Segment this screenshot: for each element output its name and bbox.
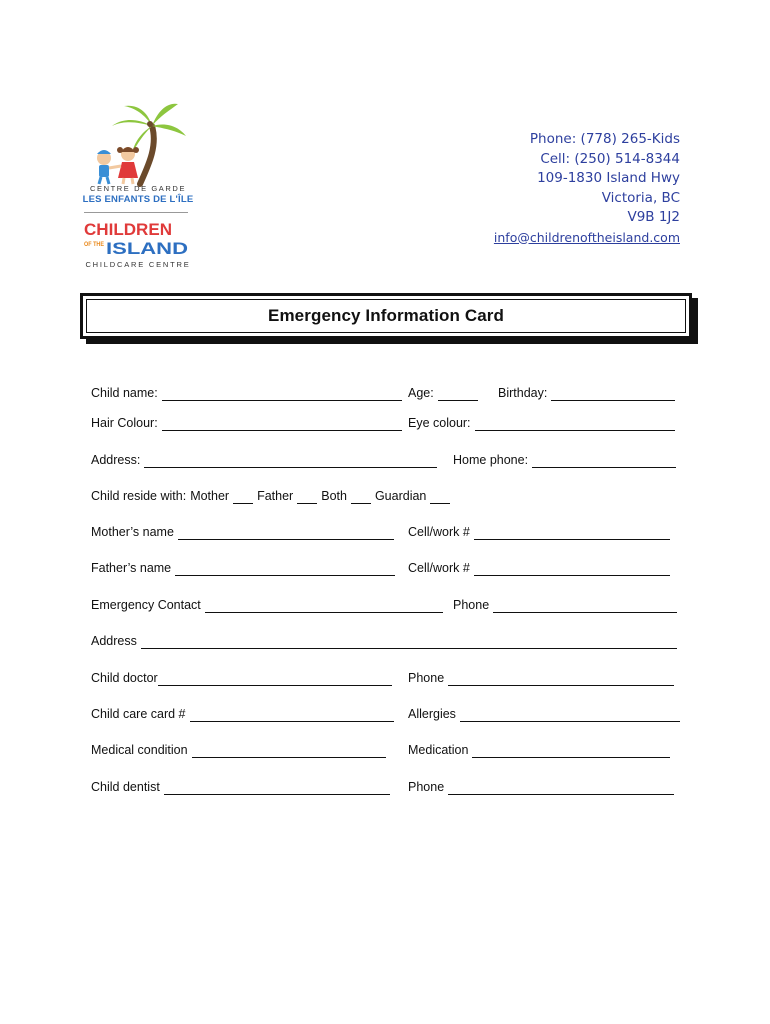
mother-option-label: Mother <box>190 489 230 503</box>
father-cell-field[interactable] <box>474 562 670 576</box>
contact-phone: Phone: (778) 265-Kids <box>529 131 680 147</box>
child-doctor-field[interactable] <box>158 672 392 686</box>
form-row-reside <box>91 488 683 512</box>
form-row-father <box>91 560 683 584</box>
child-care-card-label: Child care card # <box>91 707 186 721</box>
father-option-field[interactable] <box>297 490 317 504</box>
emergency-phone-field[interactable] <box>493 599 677 613</box>
emergency-contact-field[interactable] <box>205 599 443 613</box>
contact-address: 109-1830 Island Hwy <box>537 170 680 186</box>
contact-postal: V9B 1J2 <box>627 209 680 225</box>
father-cell-label: Cell/work # <box>408 561 470 575</box>
hair-colour-label: Hair Colour: <box>91 416 158 430</box>
mother-cell-field[interactable] <box>474 526 670 540</box>
guardian-option-label: Guardian <box>374 489 427 503</box>
medication-label: Medication <box>408 743 469 757</box>
dentist-phone-label: Phone <box>408 780 445 794</box>
fathers-name-label: Father’s name <box>91 561 172 575</box>
child-name-field[interactable] <box>162 387 402 401</box>
address2-field[interactable] <box>141 635 677 649</box>
child-care-card-field[interactable] <box>190 708 394 722</box>
address-label: Address: <box>91 453 141 467</box>
logo-les-enfants: LES ENFANTS DE L'ÎLE <box>82 194 194 205</box>
home-phone-label: Home phone: <box>453 453 529 467</box>
fathers-name-field[interactable] <box>175 562 395 576</box>
form-row-dentist <box>91 779 683 803</box>
eye-colour-field[interactable] <box>475 417 675 431</box>
contact-city: Victoria, BC <box>601 189 680 206</box>
form-row-mother <box>91 524 683 548</box>
form-row-care-card <box>91 706 683 730</box>
father-option-label: Father <box>257 489 294 503</box>
medication-field[interactable] <box>472 744 670 758</box>
page-title: Emergency Information Card <box>268 306 504 325</box>
mother-option-field[interactable] <box>233 490 253 504</box>
child-dentist-field[interactable] <box>164 781 390 795</box>
form-row-address <box>91 452 683 476</box>
form-row-colour <box>91 415 683 439</box>
medical-condition-label: Medical condition <box>91 743 188 757</box>
medical-condition-field[interactable] <box>192 744 386 758</box>
age-label: Age: <box>408 386 434 400</box>
doctor-phone-field[interactable] <box>448 672 674 686</box>
eye-colour-label: Eye colour: <box>408 416 471 430</box>
birthday-label: Birthday: <box>498 386 548 400</box>
logo-centre-de-garde: CENTRE DE GARDE <box>89 184 187 193</box>
mothers-name-field[interactable] <box>178 526 394 540</box>
child-doctor-label: Child doctor <box>91 671 158 685</box>
emergency-contact-label: Emergency Contact <box>91 598 201 612</box>
palm-tree-children-icon <box>78 96 198 188</box>
address-field[interactable] <box>144 454 437 468</box>
contact-email-link[interactable]: info@childrenoftheisland.com <box>493 229 680 245</box>
logo-children-of-the-island <box>82 220 194 256</box>
mother-cell-label: Cell/work # <box>408 525 470 539</box>
both-option-field[interactable] <box>351 490 371 504</box>
logo-of-the-text: OF THE <box>84 242 104 248</box>
contact-info <box>494 130 680 247</box>
child-name-label: Child name: <box>91 386 158 400</box>
title-box <box>80 293 692 339</box>
emergency-phone-label: Phone <box>453 598 490 612</box>
guardian-option-field[interactable] <box>430 490 450 504</box>
form-row-medical <box>91 742 683 766</box>
age-field[interactable] <box>438 387 478 401</box>
doctor-phone-label: Phone <box>408 671 445 685</box>
allergies-label: Allergies <box>408 707 456 721</box>
home-phone-field[interactable] <box>532 454 676 468</box>
contact-cell: Cell: (250) 514-8344 <box>540 150 680 167</box>
hair-colour-field[interactable] <box>162 417 402 431</box>
reside-with-label: Child reside with: <box>91 489 187 503</box>
address2-label: Address <box>91 634 137 648</box>
childcare-logo <box>78 96 198 274</box>
mothers-name-label: Mother’s name <box>91 525 174 539</box>
form-row-child <box>91 385 683 409</box>
both-option-label: Both <box>321 489 347 503</box>
form-row-doctor <box>91 670 683 694</box>
logo-island-text: ISLAND <box>106 239 188 256</box>
dentist-phone-field[interactable] <box>448 781 674 795</box>
logo-childcare-centre: CHILDCARE CENTRE <box>85 260 191 269</box>
logo-children-text: CHILDREN <box>84 220 172 239</box>
birthday-field[interactable] <box>551 387 675 401</box>
form-row-emergency <box>91 597 683 621</box>
form-row-address2 <box>91 633 683 657</box>
child-dentist-label: Child dentist <box>91 780 160 794</box>
allergies-field[interactable] <box>460 708 680 722</box>
logo-divider <box>84 212 188 213</box>
